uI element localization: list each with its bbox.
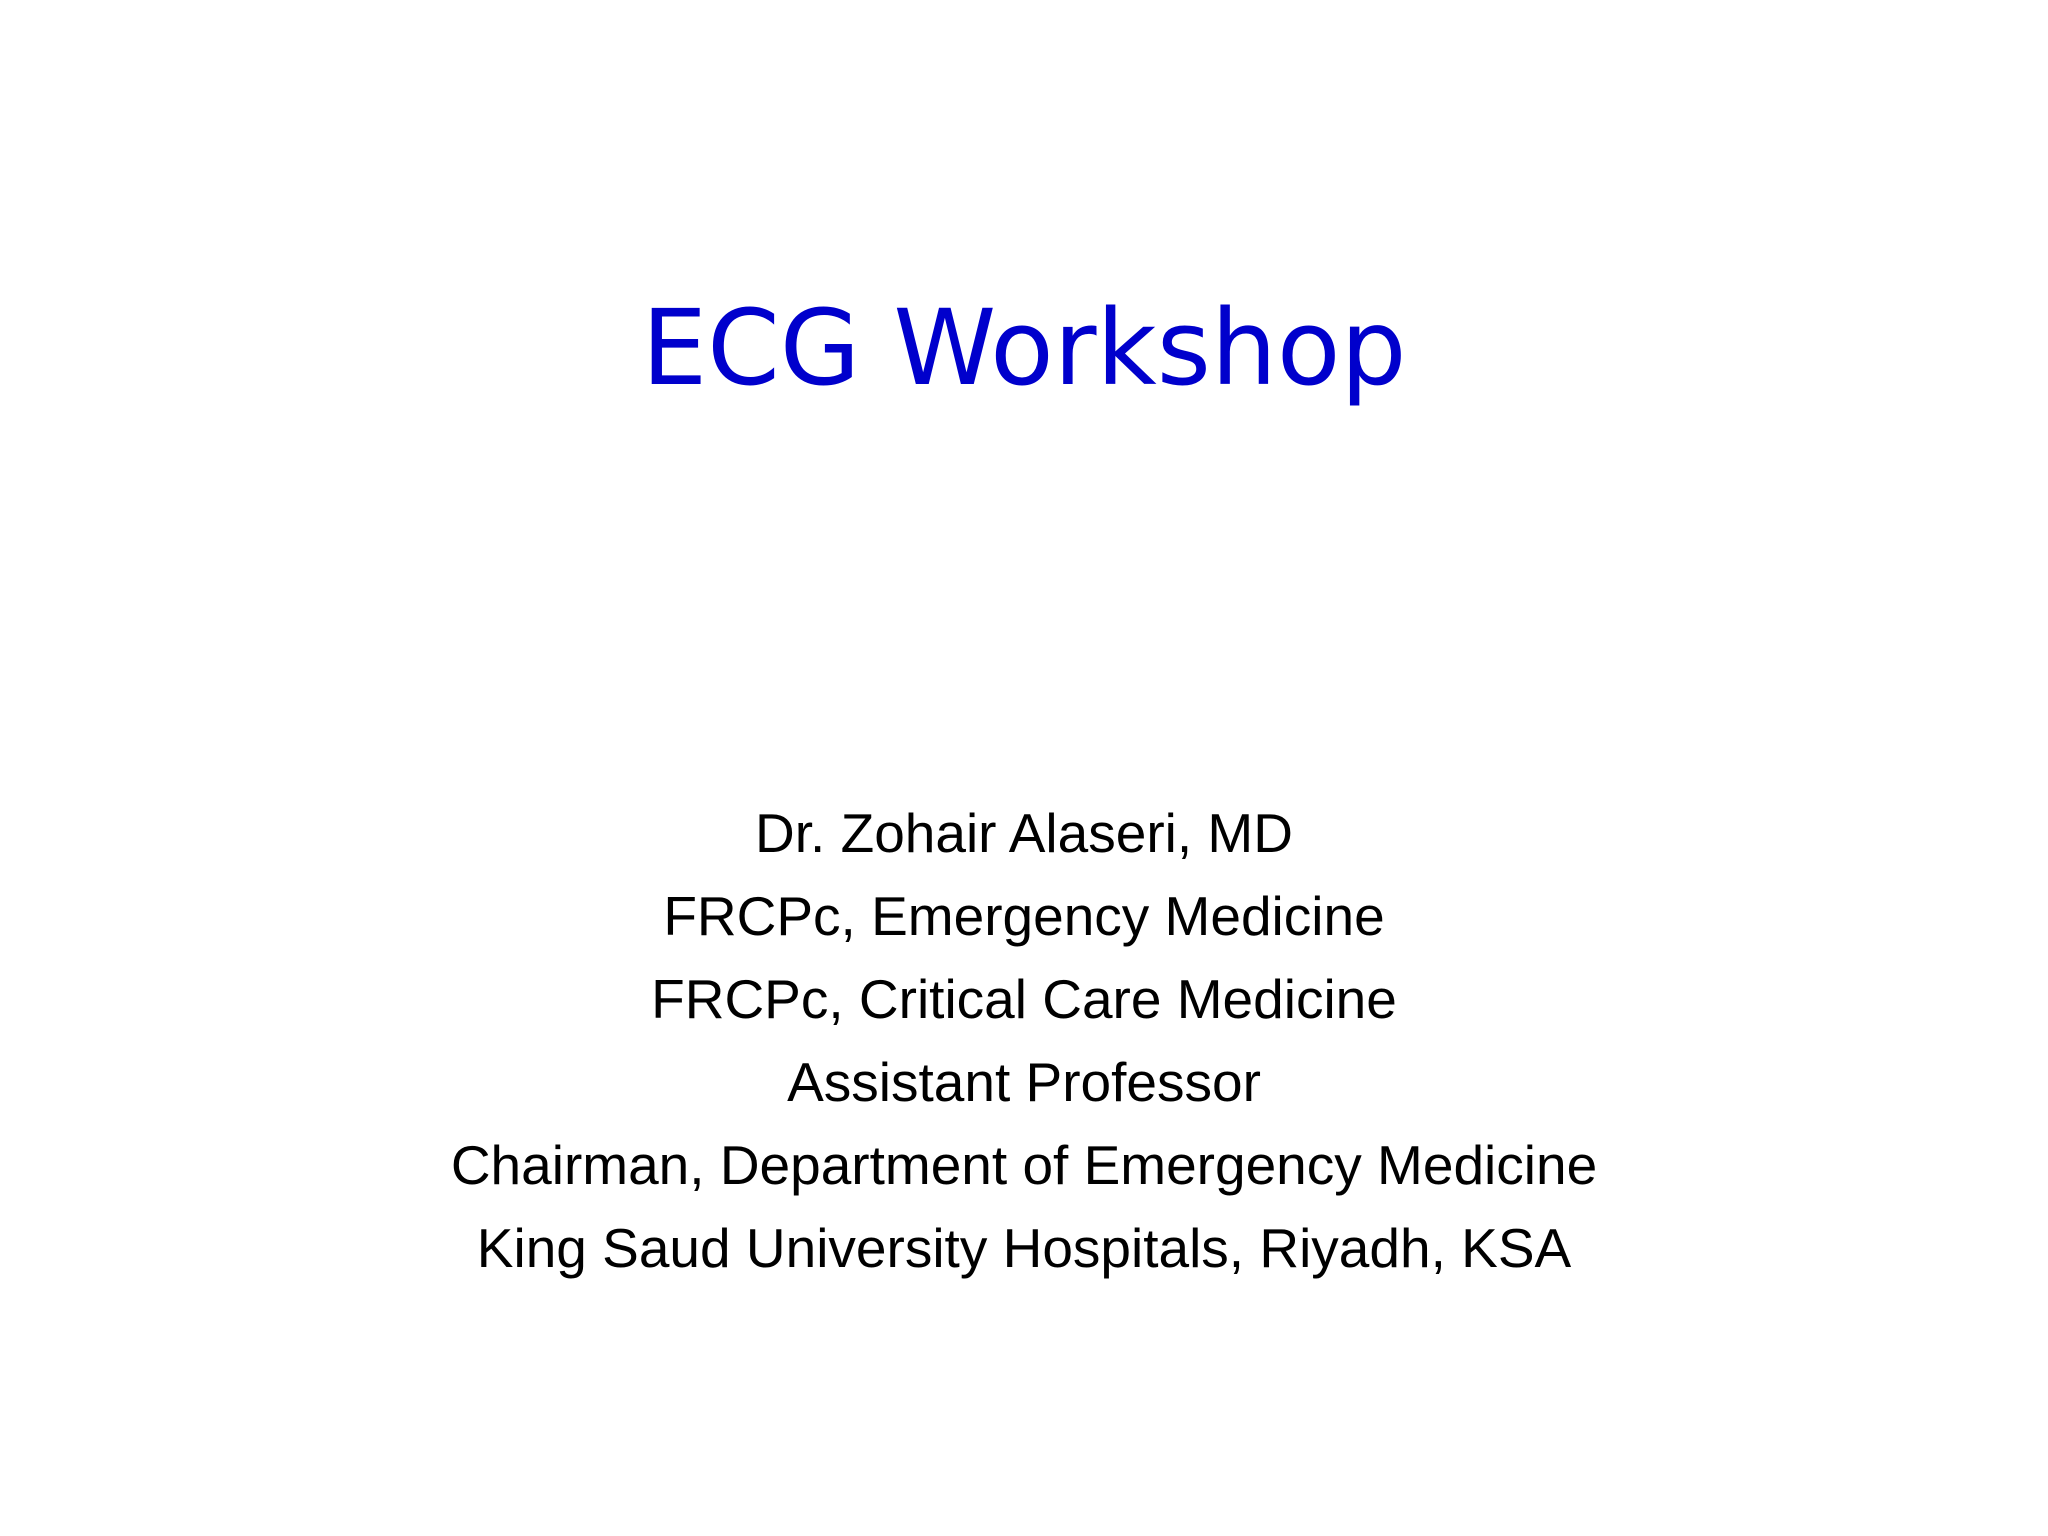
author-department: Chairman, Department of Emergency Medicine	[450, 1134, 1598, 1196]
author-info	[0, 792, 2048, 1290]
author-name: Dr. Zohair Alaseri, MD	[755, 802, 1293, 864]
author-credential-emergency: FRCPc, Emergency Medicine	[663, 885, 1385, 947]
author-institution: King Saud University Hospitals, Riyadh, KSA	[476, 1217, 1572, 1279]
author-position: Assistant Professor	[787, 1051, 1261, 1113]
slide-title: ECG Workshop	[641, 287, 1407, 409]
author-credential-critical-care: FRCPc, Critical Care Medicine	[651, 968, 1397, 1030]
